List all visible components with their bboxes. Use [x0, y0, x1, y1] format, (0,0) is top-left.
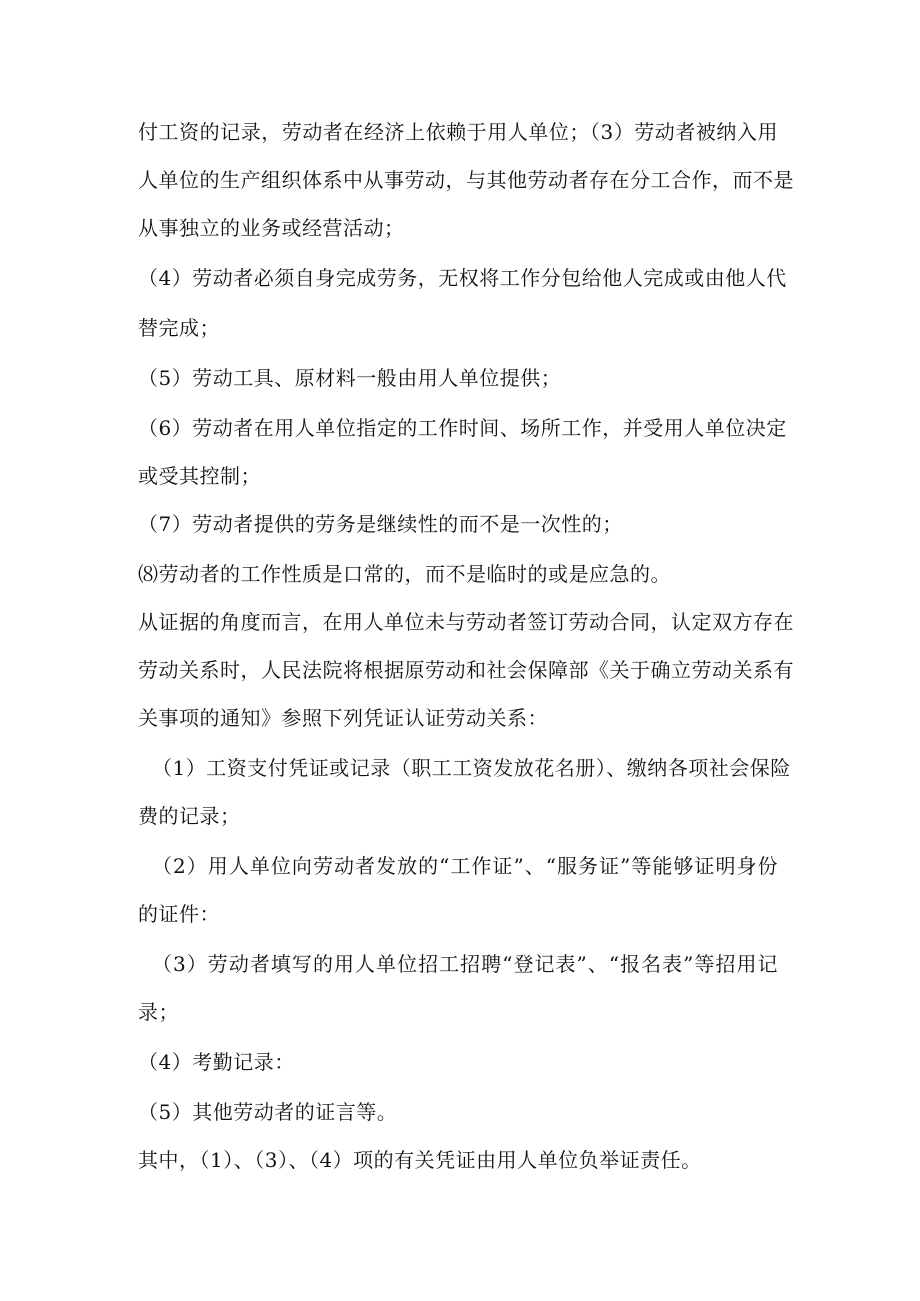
text-line: （5）劳动工具、原材料一般由用人单位提供； [138, 366, 562, 390]
text-line: （3）劳动者填写的用人单位招工招聘“登记表”、“报名表”等招用记 [152, 952, 778, 976]
text-line: 关事项的通知》参照下列凭证认证劳动关系： [138, 706, 548, 730]
text-line: 替完成； [138, 316, 220, 340]
text-line: （7）劳动者提供的劳务是继续性的而不是一次性的； [138, 512, 623, 536]
text-line: （5）其他劳动者的证言等。 [138, 1100, 398, 1124]
text-line: （6）劳动者在用人单位指定的工作时间、场所工作，并受用人单位决定 [138, 416, 787, 440]
text-line: 或受其控制； [138, 464, 261, 488]
text-line: 付工资的记录，劳动者在经济上依赖于用人单位；（3）劳动者被纳入用 [138, 120, 778, 144]
text-line: ⑻劳动者的工作性质是口常的，而不是临时的或是应急的。 [138, 562, 671, 586]
text-line: 的证件： [138, 902, 220, 926]
text-line: （1）工资支付凭证或记录（职工工资发放花名册）、缴纳各项社会保险 [152, 756, 791, 780]
text-line: 费的记录； [138, 804, 241, 828]
text-line: 劳动关系时，人民法院将根据原劳动和社会保障部《关于确立劳动关系有 [138, 658, 794, 682]
text-line: 从证据的角度而言，在用人单位未与劳动者签订劳动合同，认定双方存在 [138, 610, 794, 634]
text-line: 人单位的生产组织体系中从事劳动，与其他劳动者存在分工合作，而不是 [138, 168, 794, 192]
text-line: 录； [138, 1000, 179, 1024]
text-line: 从事独立的业务或经营活动； [138, 216, 405, 240]
text-line: （4）劳动者必须自身完成劳务，无权将工作分包给他人完成或由他人代 [138, 266, 787, 290]
text-line: （4）考勤记录： [138, 1050, 295, 1074]
text-line: （2）用人单位向劳动者发放的“工作证”、“服务证”等能够证明身份 [152, 854, 778, 878]
text-line: 其中，（1）、（3）、（4）项的有关凭证由用人单位负举证责任。 [138, 1148, 702, 1172]
